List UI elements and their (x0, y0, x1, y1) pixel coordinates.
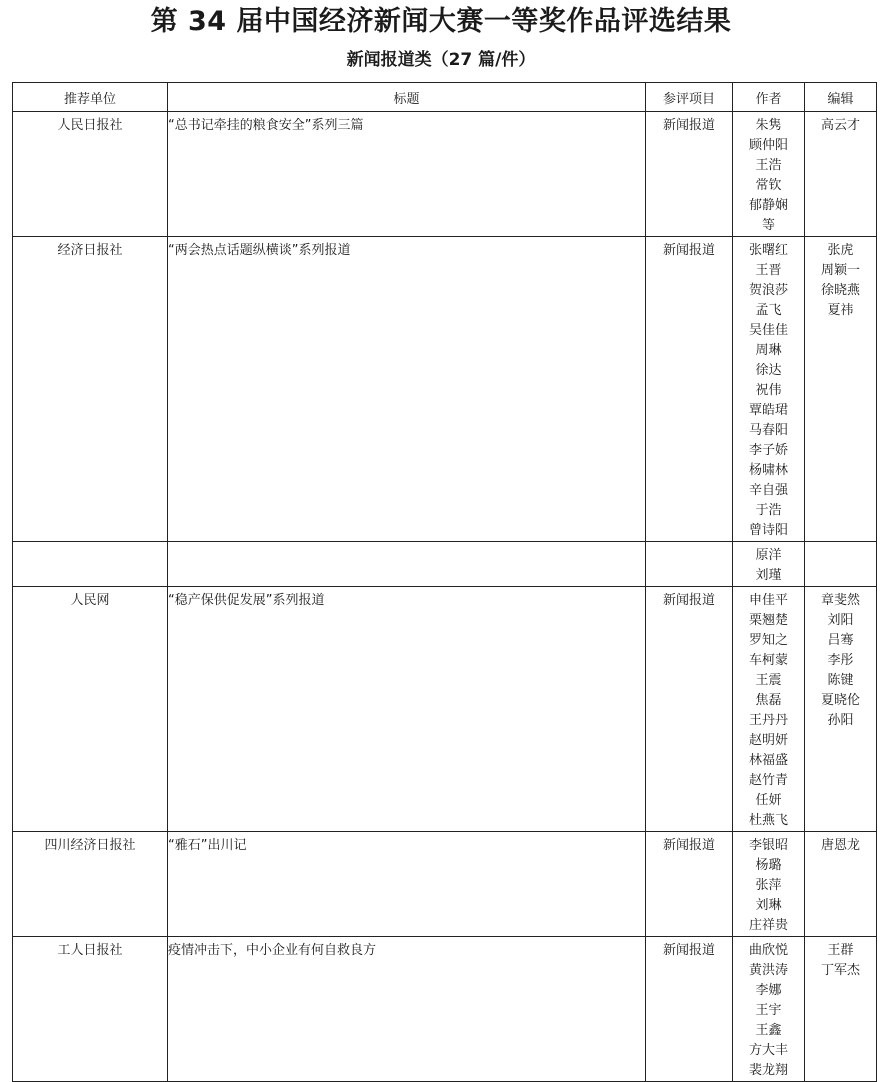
editor-name: 夏祎 (827, 303, 854, 318)
editor-name: 王群 (827, 943, 854, 958)
author-name: 李子娇 (748, 443, 788, 458)
editor-name: 唐恩龙 (820, 838, 860, 853)
unit-cell: 经济日报社 (13, 237, 168, 542)
authors-cell (733, 832, 805, 937)
editors-cell (805, 542, 877, 587)
author-name: 李娜 (755, 983, 782, 998)
author-name: 覃皓珺 (748, 403, 788, 418)
page-title: 第 34 届中国经济新闻大赛一等奖作品评选结果 (150, 6, 732, 37)
headline-cell: “雅石”出川记 (168, 832, 646, 937)
editors-cell (805, 832, 877, 937)
author-name: 祝伟 (755, 383, 782, 398)
author-name: 刘琳 (755, 898, 782, 913)
unit-cell: 人民网 (13, 587, 168, 832)
editors-cell (805, 587, 877, 832)
editor-name: 刘阳 (827, 613, 854, 628)
unit-cell (13, 542, 168, 587)
headline-cell (168, 542, 646, 587)
editor-name: 吕骞 (827, 633, 854, 648)
table-header (13, 83, 877, 112)
table-row-continuation (13, 542, 877, 587)
author-name: 杨啸林 (748, 463, 788, 478)
header-row (13, 83, 877, 112)
author-name: 林福盛 (748, 753, 788, 768)
unit-cell: 四川经济日报社 (13, 832, 168, 937)
author-name: 王浩 (755, 158, 782, 173)
category-cell (646, 542, 733, 587)
authors-cell (733, 112, 805, 237)
author-name: 车柯蒙 (748, 653, 788, 668)
authors-cell (733, 237, 805, 542)
authors-cell (733, 937, 805, 1082)
author-name: 张萍 (755, 878, 782, 893)
editors-cell (805, 237, 877, 542)
author-name: 庄祥贵 (748, 918, 788, 933)
author-name: 王丹丹 (748, 713, 788, 728)
author-name: 黄洪涛 (748, 963, 788, 978)
author-name: 孟飞 (755, 303, 782, 318)
author-name: 徐达 (755, 363, 782, 378)
category-cell: 新闻报道 (646, 587, 733, 832)
authors-cell (733, 542, 805, 587)
author-name: 马春阳 (748, 423, 788, 438)
author-name: 郁静娴 (748, 198, 788, 213)
table-row (13, 587, 877, 832)
authors-cell (733, 587, 805, 832)
editor-name: 徐晓燕 (820, 283, 860, 298)
headline-cell: “两会热点话题纵横谈”系列报道 (168, 237, 646, 542)
author-name: 赵竹青 (748, 773, 788, 788)
author-name: 曲欣悦 (748, 943, 788, 958)
author-name: 于浩 (755, 503, 782, 518)
category-cell: 新闻报道 (646, 237, 733, 542)
editor-name: 高云才 (820, 118, 860, 133)
author-name: 吴佳佳 (748, 323, 788, 338)
category-cell: 新闻报道 (646, 112, 733, 237)
headline-cell: 疫情冲击下，中小企业有何自救良方 (168, 937, 646, 1082)
table-body (13, 112, 877, 1082)
author-name: 曾诗阳 (748, 523, 788, 538)
unit-cell: 工人日报社 (13, 937, 168, 1082)
author-name: 裴龙翔 (748, 1063, 788, 1078)
table-row (13, 237, 877, 542)
category-cell: 新闻报道 (646, 832, 733, 937)
awards-table (12, 82, 877, 1082)
header-editors: 编辑 (805, 83, 877, 112)
header-category: 参评项目 (646, 83, 733, 112)
headline-cell: “稳产保供促发展”系列报道 (168, 587, 646, 832)
table-row (13, 112, 877, 237)
editor-name: 孙阳 (827, 713, 854, 728)
author-name: 辛自强 (748, 483, 788, 498)
unit-cell: 人民日报社 (13, 112, 168, 237)
table-row (13, 937, 877, 1082)
author-name: 任妍 (755, 793, 782, 808)
author-name: 王鑫 (755, 1023, 782, 1038)
author-name: 朱隽 (755, 118, 782, 133)
section-subtitle: 新闻报道类（27 篇/件） (346, 50, 536, 70)
author-name: 杨璐 (755, 858, 782, 873)
author-name: 焦磊 (755, 693, 782, 708)
author-name: 栗翘楚 (748, 613, 788, 628)
editor-name: 陈键 (827, 673, 854, 688)
author-name: 顾仲阳 (748, 138, 788, 153)
author-name: 周琳 (755, 343, 782, 358)
author-name: 原洋 (755, 548, 782, 563)
editors-cell (805, 112, 877, 237)
author-name: 罗知之 (748, 633, 788, 648)
header-authors: 作者 (733, 83, 805, 112)
author-name: 李银昭 (748, 838, 788, 853)
editors-cell (805, 937, 877, 1082)
header-unit: 推荐单位 (13, 83, 168, 112)
editor-name: 丁军杰 (820, 963, 860, 978)
header-headline: 标题 (168, 83, 646, 112)
editor-name: 周颖一 (820, 263, 860, 278)
author-name: 刘瑾 (755, 568, 782, 583)
author-name: 王宇 (755, 1003, 782, 1018)
headline-cell: “总书记牵挂的粮食安全”系列三篇 (168, 112, 646, 237)
category-cell: 新闻报道 (646, 937, 733, 1082)
author-name: 杜燕飞 (748, 813, 788, 828)
author-name: 赵明妍 (748, 733, 788, 748)
author-name: 王震 (755, 673, 782, 688)
author-name: 常钦 (755, 178, 782, 193)
author-name: 张曙红 (748, 243, 788, 258)
author-name: 等 (761, 218, 775, 233)
author-name: 贺浪莎 (748, 283, 788, 298)
author-name: 王晋 (755, 263, 782, 278)
editor-name: 李彤 (827, 653, 854, 668)
author-name: 申佳平 (748, 593, 788, 608)
author-name: 方大丰 (748, 1043, 788, 1058)
editor-name: 张虎 (827, 243, 854, 258)
editor-name: 章斐然 (820, 593, 860, 608)
editor-name: 夏晓伦 (820, 693, 860, 708)
table-row (13, 832, 877, 937)
